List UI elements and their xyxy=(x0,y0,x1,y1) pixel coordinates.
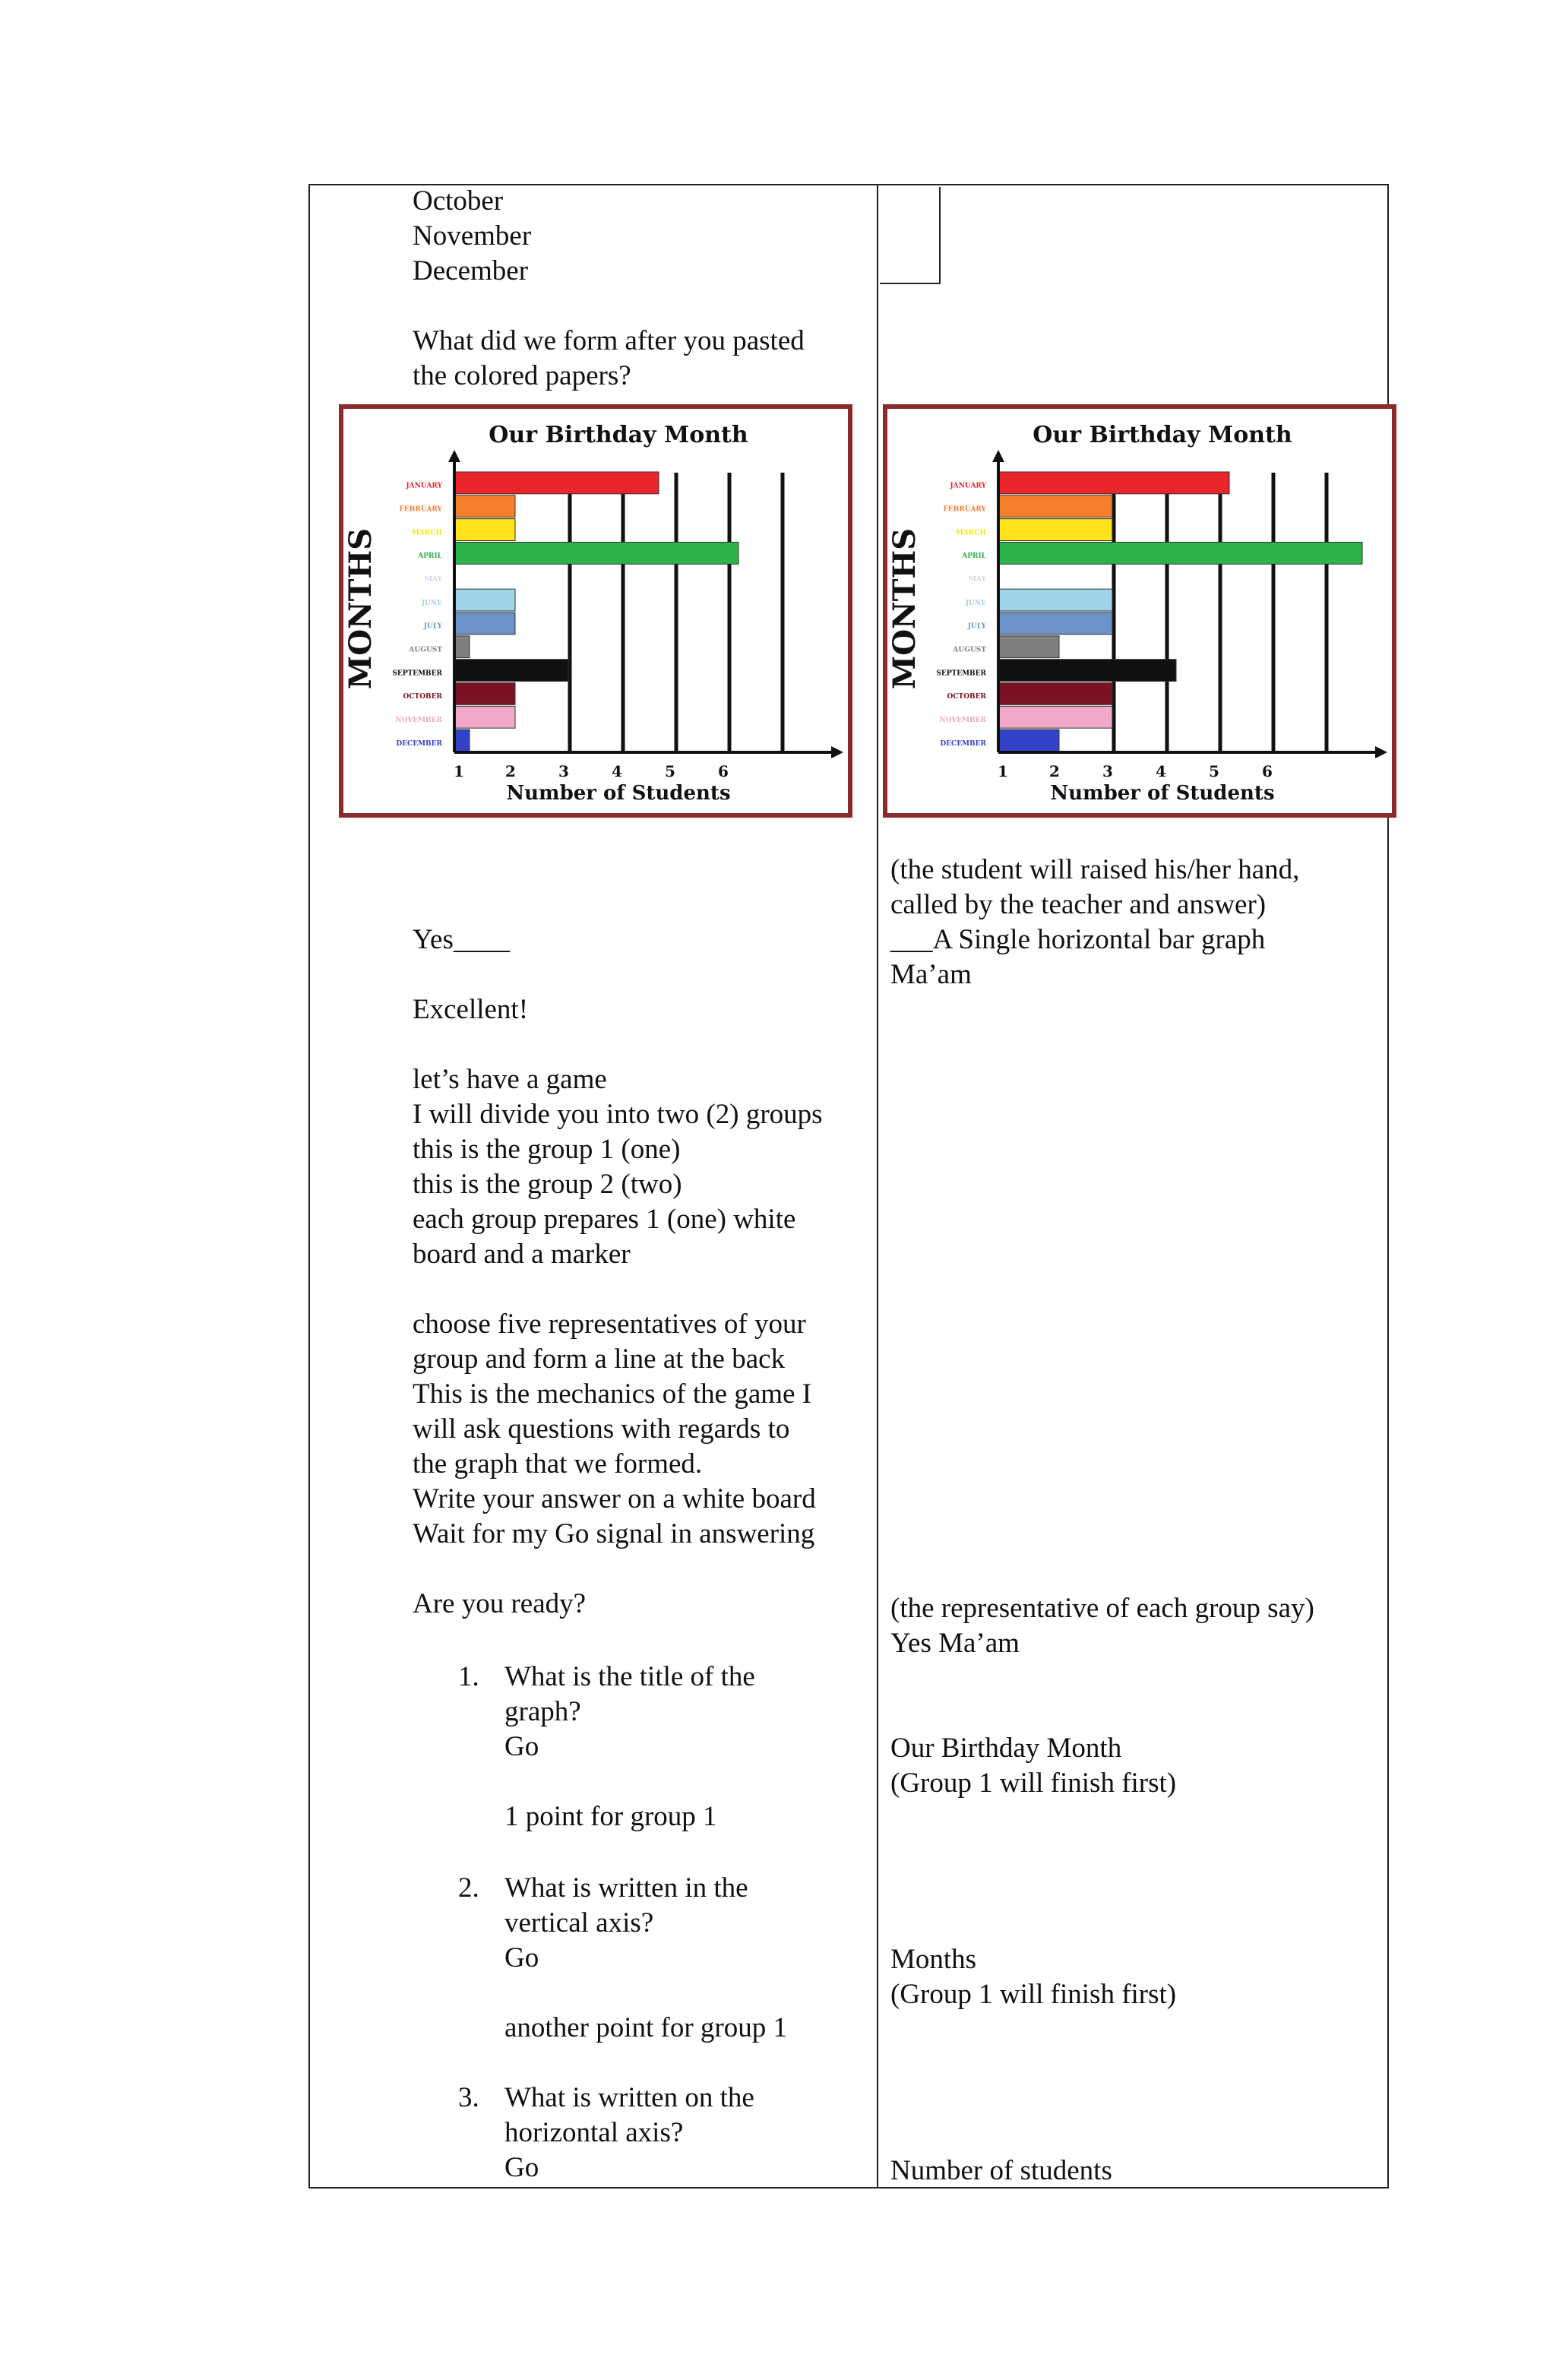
x-tick-label: 4 xyxy=(612,762,622,780)
bar-august xyxy=(454,636,470,658)
answer1-line: (Group 1 will finish first) xyxy=(890,1768,1177,1799)
x-axis-label: Number of Students xyxy=(1050,782,1275,805)
rep-say-line: Yes Ma’am xyxy=(890,1628,1020,1659)
month-tick-label: JULY xyxy=(967,622,986,631)
x-tick-label: 1 xyxy=(998,762,1008,780)
bar-april xyxy=(998,543,1362,565)
bar-march xyxy=(454,519,515,541)
x-tick-label: 3 xyxy=(558,762,569,780)
month-tick-label: JUNE xyxy=(421,599,442,607)
answer-blank-box xyxy=(880,187,941,284)
q1-go: Go xyxy=(504,1731,539,1762)
bar-february xyxy=(998,495,1112,517)
month-tick-label: SEPTEMBER xyxy=(936,669,986,678)
month-tick-label: JANUARY xyxy=(406,482,442,490)
answer1-line: Our Birthday Month xyxy=(890,1733,1122,1764)
chart-svg xyxy=(339,404,852,818)
month-november: November xyxy=(413,220,532,252)
q3-go: Go xyxy=(504,2152,539,2183)
q3-line: horizontal axis? xyxy=(504,2117,684,2148)
x-tick-label: 5 xyxy=(665,762,675,780)
q2-line: What is written in the xyxy=(504,1872,748,1904)
month-tick-label: APRIL xyxy=(418,552,442,561)
student-action-line: ___A Single horizontal bar graph xyxy=(890,924,1266,955)
game-line: this is the group 2 (two) xyxy=(413,1169,682,1200)
mechanics-line: This is the mechanics of the game I xyxy=(413,1378,812,1410)
month-tick-label: MARCH xyxy=(955,529,986,537)
game-line: board and a marker xyxy=(413,1239,631,1270)
bar-june xyxy=(454,589,515,611)
q1-line: graph? xyxy=(504,1696,581,1727)
month-tick-label: AUGUST xyxy=(953,646,986,654)
x-tick-label: 4 xyxy=(1156,762,1166,780)
bar-chart-left xyxy=(339,404,852,818)
month-tick-label: OCTOBER xyxy=(947,693,986,701)
q2-line: vertical axis? xyxy=(504,1907,654,1938)
bar-january xyxy=(454,472,659,494)
x-tick-label: 6 xyxy=(1262,762,1273,780)
student-action-line: (the student will raised his/her hand, xyxy=(890,854,1300,885)
bar-april xyxy=(454,543,738,565)
yes-line: Yes____ xyxy=(413,924,510,955)
question-formed-line2: the colored papers? xyxy=(413,360,631,391)
bar-october xyxy=(998,683,1112,705)
bar-january xyxy=(998,472,1229,494)
x-tick-label: 5 xyxy=(1209,762,1219,780)
bar-july xyxy=(998,612,1112,635)
bar-july xyxy=(454,612,515,635)
bar-august xyxy=(998,636,1059,658)
game-line: I will divide you into two (2) groups xyxy=(413,1099,823,1130)
month-october: October xyxy=(413,185,504,217)
q1-line: What is the title of the xyxy=(504,1661,755,1692)
bar-december xyxy=(454,730,470,752)
x-tick-label: 1 xyxy=(454,762,464,780)
x-tick-label: 2 xyxy=(1049,762,1060,780)
chart-svg xyxy=(883,404,1396,818)
y-axis-label: MONTHS xyxy=(887,527,922,690)
month-tick-label: FEBRUARY xyxy=(943,505,986,514)
bar-chart-right xyxy=(883,404,1396,818)
student-action-line: called by the teacher and answer) xyxy=(890,889,1267,920)
mechanics-line: choose five representatives of your xyxy=(413,1309,806,1340)
month-tick-label: NOVEMBER xyxy=(939,716,986,724)
month-tick-label: MAY xyxy=(425,575,442,584)
answer3-line: Number of students xyxy=(890,2155,1112,2186)
month-tick-label: JANUARY xyxy=(950,482,986,490)
month-tick-label: FEBRUARY xyxy=(399,505,442,514)
month-tick-label: DECEMBER xyxy=(940,739,986,748)
q3-number: 3. xyxy=(458,2082,479,2113)
answer2-line: (Group 1 will finish first) xyxy=(890,1979,1177,2010)
bar-november xyxy=(454,706,515,728)
q1-point: 1 point for group 1 xyxy=(504,1801,717,1832)
mechanics-line: will ask questions with regards to xyxy=(413,1413,790,1445)
bar-september xyxy=(998,660,1176,682)
bar-november xyxy=(998,706,1112,728)
ready-question: Are you ready? xyxy=(413,1588,587,1619)
bar-june xyxy=(998,589,1112,611)
month-tick-label: APRIL xyxy=(962,552,986,561)
q1-number: 1. xyxy=(458,1661,479,1692)
chart-title: Our Birthday Month xyxy=(1033,422,1292,448)
game-line: let’s have a game xyxy=(413,1064,607,1095)
chart-title: Our Birthday Month xyxy=(489,422,748,448)
mechanics-line: the graph that we formed. xyxy=(413,1448,703,1480)
game-line: each group prepares 1 (one) white xyxy=(413,1204,796,1235)
y-axis-label: MONTHS xyxy=(343,527,378,690)
bar-december xyxy=(998,730,1059,752)
mechanics-line: Wait for my Go signal in answering xyxy=(413,1518,815,1549)
q2-go: Go xyxy=(504,1942,539,1973)
excellent-text: Excellent! xyxy=(413,994,529,1025)
column-divider xyxy=(877,185,878,2187)
chart-frame xyxy=(341,407,850,815)
question-formed-line1: What did we form after you pasted xyxy=(413,325,805,356)
q2-point: another point for group 1 xyxy=(504,2012,787,2043)
x-tick-label: 2 xyxy=(505,762,516,780)
month-tick-label: JUNE xyxy=(965,599,986,607)
student-action-line: Ma’am xyxy=(890,959,972,990)
month-tick-label: SEPTEMBER xyxy=(392,669,442,678)
month-tick-label: MAY xyxy=(969,575,986,584)
mechanics-line: group and form a line at the back xyxy=(413,1343,786,1375)
x-axis-label: Number of Students xyxy=(506,782,731,805)
q2-number: 2. xyxy=(458,1872,479,1904)
game-line: this is the group 1 (one) xyxy=(413,1134,681,1165)
bar-september xyxy=(454,660,568,682)
month-tick-label: MARCH xyxy=(411,529,442,537)
chart-frame xyxy=(885,407,1394,815)
mechanics-line: Write your answer on a white board xyxy=(413,1483,816,1514)
month-tick-label: JULY xyxy=(423,622,442,631)
month-tick-label: AUGUST xyxy=(409,646,442,654)
q3-line: What is written on the xyxy=(504,2082,754,2113)
month-december: December xyxy=(413,255,529,286)
bar-october xyxy=(454,683,515,705)
x-tick-label: 6 xyxy=(718,762,729,780)
month-tick-label: NOVEMBER xyxy=(395,716,442,724)
bar-february xyxy=(454,495,515,517)
month-tick-label: OCTOBER xyxy=(403,693,442,701)
answer2-line: Months xyxy=(890,1944,977,1975)
x-tick-label: 3 xyxy=(1102,762,1113,780)
month-tick-label: DECEMBER xyxy=(396,739,442,748)
bar-march xyxy=(998,519,1112,541)
rep-say-line: (the representative of each group say) xyxy=(890,1593,1314,1624)
